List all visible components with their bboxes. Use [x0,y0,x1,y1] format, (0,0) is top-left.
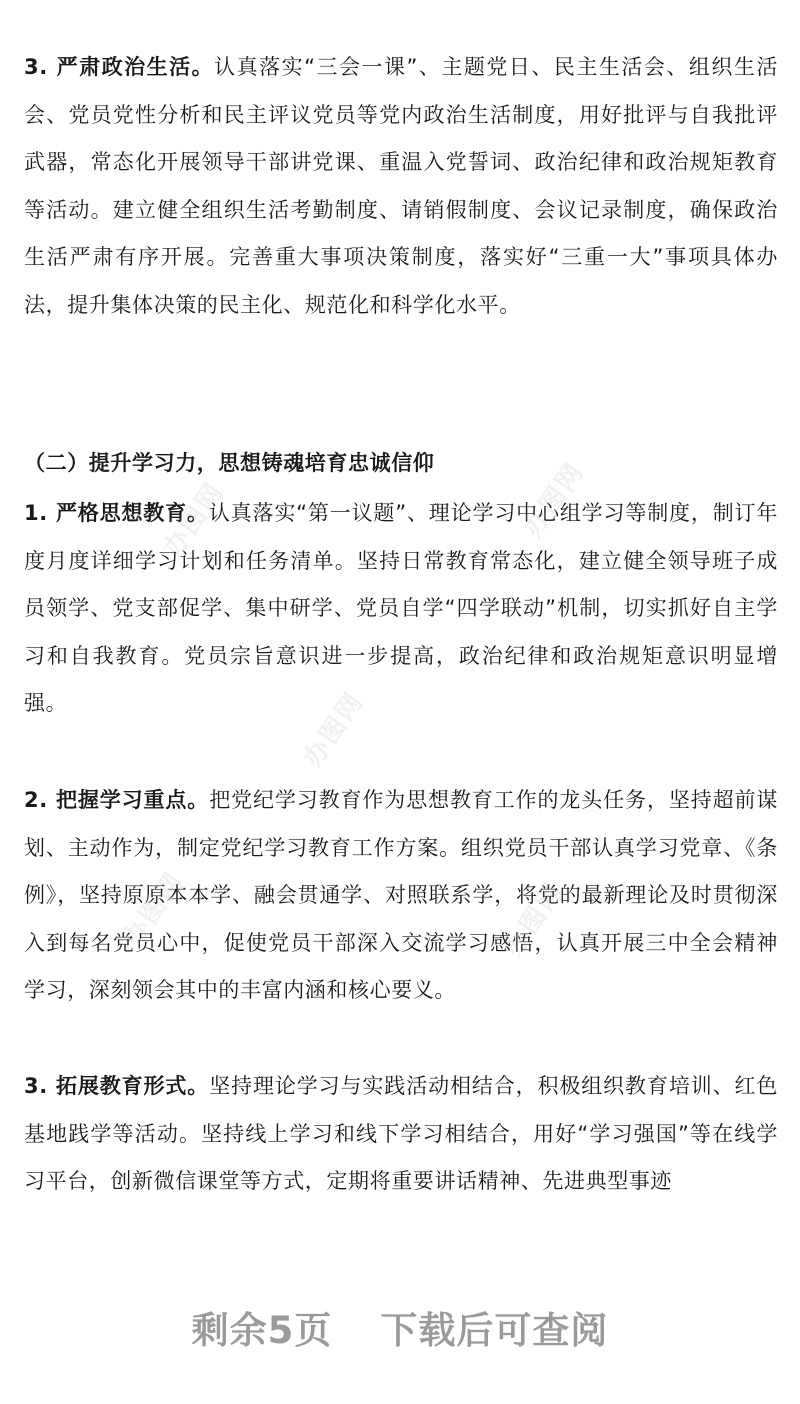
paragraph-lead: 2. 把握学习重点。 [24,788,210,812]
paragraph-lead: 3. 拓展教育形式。 [24,1074,210,1098]
paragraph-strict-thought-education [24,490,778,728]
paragraph-education-forms [24,1063,778,1206]
paragraph-lead: 1. 严格思想教育。 [24,501,209,525]
section-heading: （二）提升学习力，思想铸魂培育忠诚信仰 [24,451,435,475]
paragraph-body: 坚持理论学习与实践活动相结合，积极组织教育培训、红色基地践学等活动。坚持线上学习和线下学习相结合，用好“学习强国”等在线学习平台，创新微信课堂等方式，定期将重要讲话精神、先进典型事迹 [24,1074,778,1193]
paragraph-body: 把党纪学习教育作为思想教育工作的龙头任务，坚持超前谋划、主动作为，制定党纪学习教育工作方案。组织党员干部认真学习党章、《条例》，坚持原原本本学、融会贯通学、对照联系学，将党的最新理论及时贯彻深入到每名党员心中，促使党员干部深入交流学习感悟，认真开展三中全会精神学习，深刻领会其中的丰富内涵和核心要义。 [24,788,778,1002]
download-notice[interactable] [0,1300,800,1354]
paragraph-body: 认真落实“第一议题”、理论学习中心组学习等制度，制订年度月度详细学习计划和任务清单。坚持日常教育常态化，建立健全领导班子成员领学、党支部促学、集中研学、党员自学“四学联动”机制，切实抓好自主学习和自我教育。党员宗旨意识进一步提高，政治纪律和政治规矩意识明显增强。 [24,501,778,715]
watermark: 办图网 [117,866,191,953]
remaining-pages-label: 剩余5页 [191,1309,333,1352]
watermark: 办图网 [297,686,371,773]
watermark: 办图网 [157,476,231,563]
watermark: 办图网 [517,456,591,543]
paragraph-lead: 3. 严肃政治生活。 [24,55,215,79]
paragraph-body: 认真落实“三会一课”、主题党日、民主生活会、组织生活会、党员党性分析和民主评议党员等党内政治生活制度，用好批评与自我批评武器，常态化开展领导干部讲党课、重温入党誓词、政治纪律和政治规矩教育等活动。建立健全组织生活考勤制度、请销假制度、会议记录制度，确保政治生活严肃有序开展。完善重大事项决策制度，落实好“三重一大”事项具体办法，提升集体决策的民主化、规范化和科学化水平。 [24,55,778,317]
paragraph-strict-political-life [24,44,778,329]
download-to-view-label: 下载后可查阅 [380,1309,609,1352]
watermark: 办图网 [497,876,571,963]
